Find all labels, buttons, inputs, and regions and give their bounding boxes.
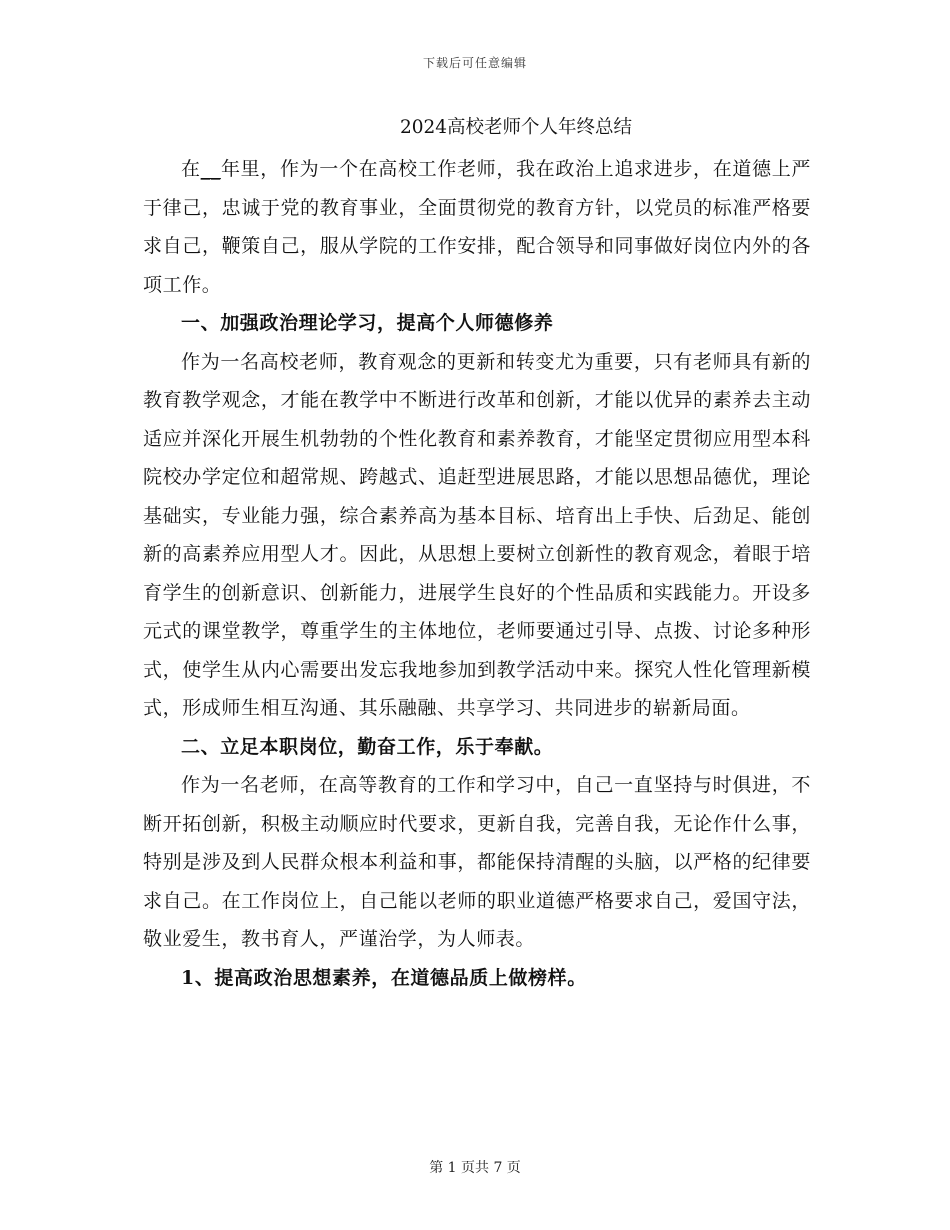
document-title: 2024高校老师个人年终总结	[399, 117, 633, 138]
year-blank: __	[200, 158, 221, 180]
intro-text-rest: 年里，作为一个在高校工作老师，我在政治上追求进步，在道德上严于律己，忠诚于党的教育事业，全面贯彻党的教育方针，以党员的标准严格要求自己，鞭策自己，服从学院的工作安排，配合领导和同事做好岗位内外的各项工作。	[143, 158, 811, 296]
document-body	[143, 112, 811, 997]
section-2-paragraph: 作为一名老师，在高等教育的工作和学习中，自己一直坚持与时俱进，不断开拓创新，积极主动顺应时代要求，更新自我，完善自我，无论作什么事，特别是涉及到人民群众根本利益和事，都能保持清醒的头脑，以严格的纪律要求自己。在工作岗位上，自己能以老师的职业道德严格要求自己，爱国守法，敬业爱生，教书育人，严谨治学，为人师表。	[143, 774, 811, 950]
page-header-note: 下载后可任意编辑	[422, 56, 527, 70]
section-2-heading: 二、立足本职岗位，勤奋工作，乐于奉献。	[181, 735, 554, 758]
page-number: 第 1 页共 7 页	[429, 1160, 521, 1176]
intro-paragraph	[143, 150, 811, 304]
section-1-paragraph: 作为一名高校老师，教育观念的更新和转变尤为重要，只有老师具有新的教育教学观念，才能在教学中不断进行改革和创新，才能以优异的素养去主动适应并深化开展生机勃勃的个性化教育和素养教育，才能坚定贯彻应用型本科院校办学定位和超常规、跨越式、追赶型进展思路，才能以思想品德优，理论基础实，专业能力强，综合素养高为基本目标、培育出上手快、后劲足、能创新的高素养应用型人才。因此，从思想上要树立创新性的教育观念，着眼于培育学生的创新意识、创新能力，进展学生良好的个性品质和实践能力。开设多元式的课堂教学，尊重学生的主体地位，老师要通过引导、点拨、讨论多种形式，使学生从内心需要出发忘我地参加到教学活动中来。探究人性化管理新模式，形成师生相互沟通、其乐融融、共享学习、共同进步的崭新局面。	[143, 350, 811, 719]
intro-text-start: 在	[181, 158, 201, 180]
section-3-heading: 1、提高政治思想素养，在道德品质上做榜样。	[181, 966, 587, 989]
section-1-heading: 一、加强政治理论学习，提高个人师德修养	[181, 312, 554, 334]
